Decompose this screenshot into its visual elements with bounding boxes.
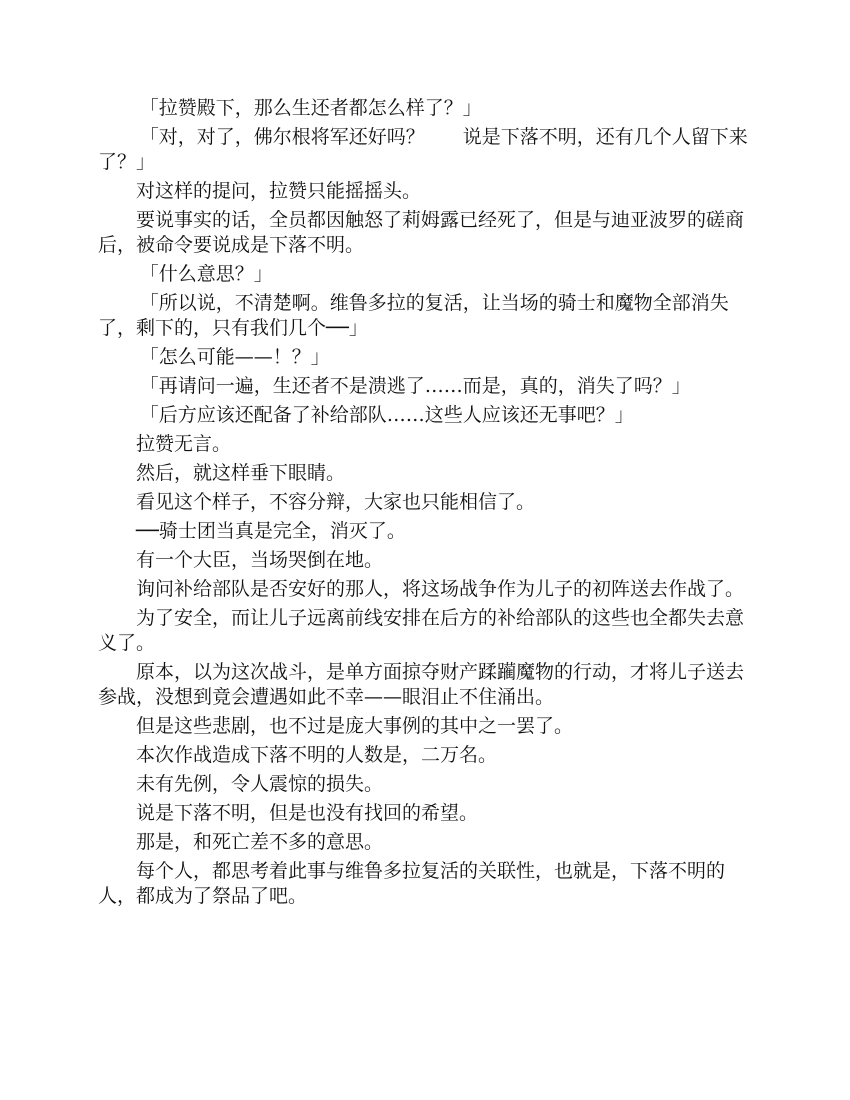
paragraph: 但是这些悲剧，也不过是庞大事例的其中之一罢了。: [136, 715, 574, 737]
paragraph: 「怎么可能——！？」: [139, 346, 330, 368]
paragraph: 「对，对了，佛尔根将军还好吗？ 说是下落不明，还有几个人留下来了？」: [98, 126, 748, 173]
paragraph: 未有先例，令人震惊的损失。: [136, 773, 384, 795]
paragraph: 「拉赞殿下，那么生还者都怎么样了？」: [139, 97, 482, 119]
paragraph: 那是，和死亡差不多的意思。: [136, 831, 384, 853]
paragraph: 「后方应该还配备了补给部队……这些人应该还无事吧？」: [139, 404, 634, 426]
paragraph: 「什么意思？」: [139, 263, 273, 285]
paragraph: 本次作战造成下落不明的人数是，二万名。: [136, 744, 498, 766]
paragraph: 为了安全，而让儿子远离前线安排在后方的补给部队的这些也全都失去意义了。: [98, 607, 745, 654]
paragraph: 有一个大臣，当场哭倒在地。: [136, 549, 384, 571]
paragraph: 每个人，都思考着此事与维鲁多拉复活的关联性，也就是，下落不明的人，都成为了祭品了吧。: [98, 860, 726, 907]
paragraph: 原本，以为这次战斗，是单方面掠夺财产蹂躏魔物的行动，才将儿子送去参战，没想到竟会遭遇如此不幸——眼泪止不住涌出。: [98, 661, 745, 708]
paragraph: 「再请问一遍，生还者不是溃逃了……而是，真的，消失了吗？」: [139, 375, 691, 397]
paragraph: 然后，就这样垂下眼睛。: [136, 462, 346, 484]
paragraph: 说是下落不明，但是也没有找回的希望。: [136, 802, 479, 824]
paragraph: 要说事实的话，全员都因触怒了莉姆露已经死了，但是与迪亚波罗的磋商后，被命令要说成是下落不明。: [98, 209, 745, 256]
paragraph: 询问补给部队是否安好的那人，将这场战争作为儿子的初阵送去作战了。: [136, 578, 745, 600]
document-body: [98, 96, 748, 913]
paragraph: ──骑士团当真是完全，消灭了。: [136, 520, 406, 542]
paragraph: 看见这个样子，不容分辩，大家也只能相信了。: [136, 491, 536, 513]
paragraph: 拉赞无言。: [136, 433, 232, 455]
paragraph: 「所以说，不清楚啊。维鲁多拉的复活，让当场的骑士和魔物全部消失了，剩下的，只有我们几个──」: [98, 292, 729, 339]
paragraph: 对这样的提问，拉赞只能摇摇头。: [136, 180, 422, 202]
